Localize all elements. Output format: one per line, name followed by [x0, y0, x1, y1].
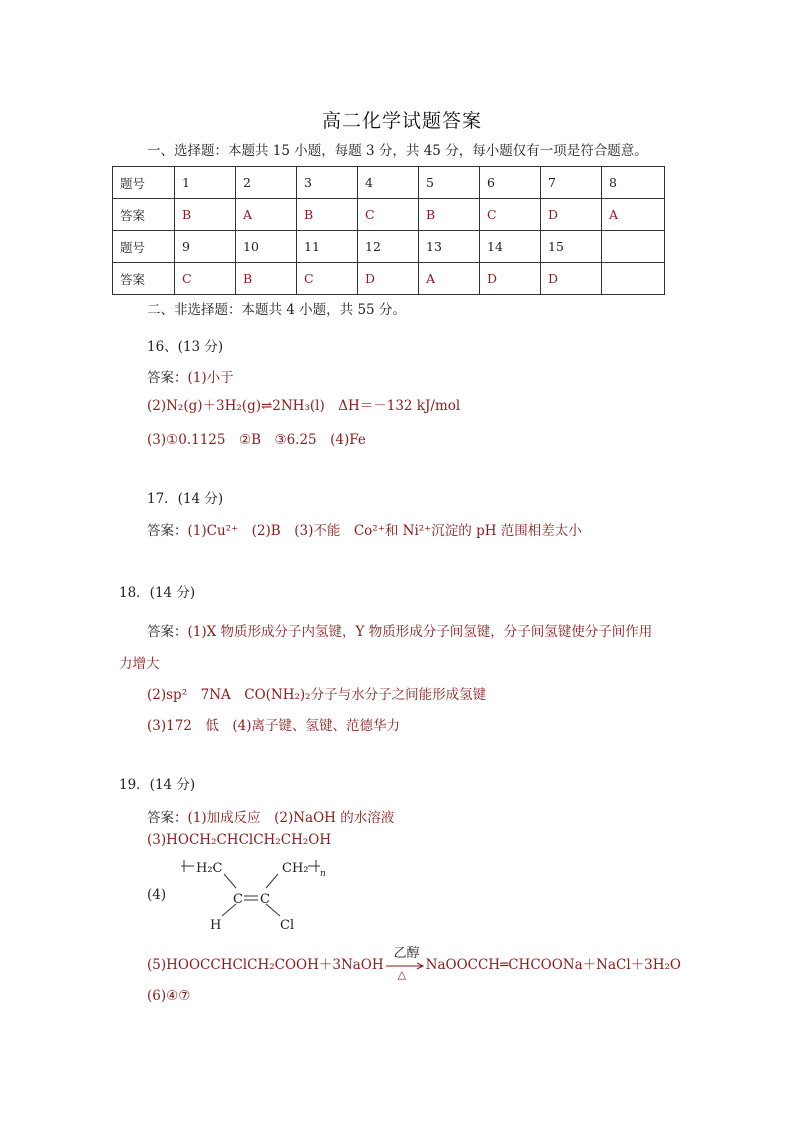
question-number	[602, 231, 665, 263]
table-row	[113, 199, 665, 231]
section-1-heading: 一、选择题：本题共 15 小题，每题 3 分，共 45 分，每小题仅有一项是符合题意。	[147, 143, 648, 159]
question-number: 6	[480, 167, 541, 199]
question-number: 15	[541, 231, 602, 263]
q19-answer-line-2: (3)HOCH₂CHClCH₂CH₂OH	[147, 832, 332, 848]
question-number: 10	[236, 231, 297, 263]
question-number: 11	[297, 231, 358, 263]
answer-table	[112, 166, 665, 295]
question-number: 2	[236, 167, 297, 199]
answer-value: C	[175, 263, 236, 295]
answer-value: C	[297, 263, 358, 295]
answer-value: A	[236, 199, 297, 231]
q18-answer-line-2: (2)sp² 7NA CO(NH₂)₂分子与水分子之间能形成氢键	[147, 687, 487, 703]
row-label-question: 题号	[113, 231, 175, 263]
section-2-heading: 二、非选择题：本题共 4 小题，共 55 分。	[147, 302, 406, 318]
q17-answer-line-1	[147, 519, 582, 539]
answer-text: (1)小于	[187, 370, 234, 386]
q18-answer-line-1-cont: 力增大	[119, 656, 160, 672]
row-label-answer: 答案	[113, 199, 175, 231]
row-label-answer: 答案	[113, 263, 175, 295]
struct-left-top: H₂C	[196, 861, 223, 876]
answer-value: C	[358, 199, 419, 231]
q19-answer-line-1	[147, 806, 394, 826]
answer-value: B	[419, 199, 480, 231]
q16-answer-line-1	[147, 366, 234, 386]
reaction-arrow	[384, 945, 426, 981]
question-number: 3	[297, 167, 358, 199]
reaction-right: NaOOCCH═CHCOONa＋NaCl＋3H₂O	[425, 957, 681, 973]
answer-value: D	[480, 263, 541, 295]
table-row	[113, 263, 665, 295]
q19-part-4-label: (4)	[147, 887, 167, 903]
page-title: 高二化学试题答案	[322, 110, 483, 132]
table-row	[113, 167, 665, 199]
q19-answer-line-5	[147, 945, 681, 981]
polymer-structure-diagram	[178, 856, 338, 936]
answer-value: D	[541, 263, 602, 295]
answer-prefix: 答案：	[147, 810, 188, 826]
question-number: 5	[419, 167, 480, 199]
answer-text: (1)X 物质形成分子内氢键，Y 物质形成分子间氢键，分子间氢键使分子间作用	[187, 624, 653, 640]
q16-answer-line-3: (3)①0.1125 ②B ③6.25 (4)Fe	[147, 432, 366, 448]
q18-answer-line-3: (3)172 低 (4)离子键、氢键、范德华力	[147, 718, 401, 734]
answer-prefix: 答案：	[147, 624, 188, 640]
answer-value	[602, 263, 665, 295]
q16-answer-line-2: (2)N₂(g)＋3H₂(g)⇌2NH₃(l) ΔH＝－132 kJ/mol	[147, 398, 461, 414]
answer-value: D	[358, 263, 419, 295]
answer-text: (1)Cu²⁺ (2)B (3)不能 Co²⁺和 Ni²⁺沉淀的 pH 范围相差太小	[187, 523, 582, 539]
question-number: 12	[358, 231, 419, 263]
reaction-condition-top: 乙醇	[393, 945, 420, 961]
question-number: 8	[602, 167, 665, 199]
struct-c-right: C	[260, 892, 270, 907]
struct-bottom-right: Cl	[280, 918, 295, 933]
reaction-condition-bottom: △	[397, 967, 407, 981]
answer-text: (1)加成反应 (2)NaOH 的水溶液	[187, 810, 395, 826]
question-number: 9	[175, 231, 236, 263]
answer-value: B	[175, 199, 236, 231]
question-number: 7	[541, 167, 602, 199]
answer-value: A	[602, 199, 665, 231]
question-number: 4	[358, 167, 419, 199]
struct-bottom-left: H	[210, 918, 222, 933]
answer-value: B	[297, 199, 358, 231]
row-label-question: 题号	[113, 167, 175, 199]
struct-repeat-n: n	[320, 869, 326, 879]
q17-heading: 17．(14 分)	[147, 491, 224, 507]
question-number: 13	[419, 231, 480, 263]
table-row	[113, 231, 665, 263]
answer-value: A	[419, 263, 480, 295]
struct-right-top: CH₂	[282, 861, 309, 876]
answer-value: D	[541, 199, 602, 231]
answer-prefix: 答案：	[147, 523, 188, 539]
answer-value: B	[236, 263, 297, 295]
q19-heading: 19．(14 分)	[119, 777, 196, 793]
struct-c-left: C	[233, 892, 243, 907]
question-number: 1	[175, 167, 236, 199]
q16-heading: 16、(13 分)	[147, 339, 224, 355]
question-number: 14	[480, 231, 541, 263]
q18-heading: 18．(14 分)	[119, 585, 196, 601]
answer-prefix: 答案：	[147, 370, 188, 386]
reaction-left: (5)HOOCCHClCH₂COOH＋3NaOH	[147, 957, 384, 973]
q18-answer-line-1	[147, 620, 652, 640]
q19-answer-line-6: (6)④⑦	[147, 988, 191, 1004]
answer-value: C	[480, 199, 541, 231]
